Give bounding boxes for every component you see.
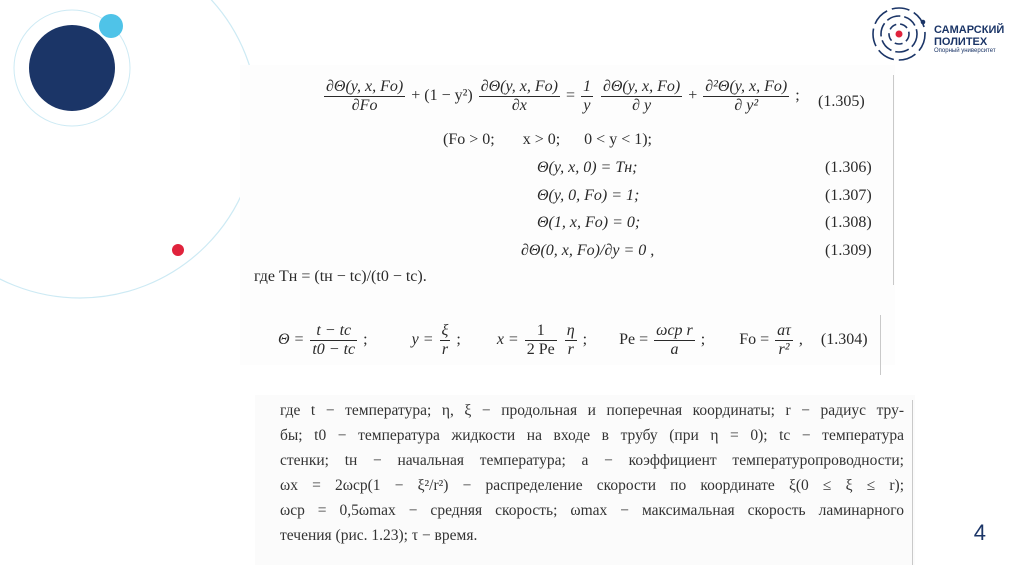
equation-1309: ∂Θ(0, x, Fo)/∂y = 0 , [521,242,655,259]
where-clause: где Tн = (tн − tс)/(t0 − tс). [254,268,427,285]
blue-dot [99,14,123,38]
equation-number: (1.306) [825,159,872,176]
slide-number: 4 [973,520,986,545]
scan-edge-line [912,400,913,565]
red-dot [172,244,184,256]
equation-number: (1.309) [825,242,872,259]
scan-edge-line [880,315,881,375]
brand-logo [866,4,1016,64]
equation-number: (1.308) [825,214,872,231]
paragraph-line: ωср = 0,5ωmax − средняя скорость; ωmax − максимальная скорость ламинарного [280,502,904,519]
navy-circle [29,25,115,111]
paragraph-line: течения (рис. 1.23); τ − время. [280,527,478,544]
scan-edge-line [893,75,894,285]
definitions-1304: Θ = $\frac{t - tс}{t0 - tс}$ ; y = $\frac{\xi}{r}$ ; x = $\frac{1}{2 Pe}$ $\frac{\eta}{r}$ ; Pe = $\frac{\text{ωср r}}{a}$ ; Fo = $\frac{a\tau}{\text{r²}}$ , (1.304) [278,322,868,358]
equation-1305: $\frac{\partial\Theta(y, x, Fo)}{\partial Fo}$ + (1 − y²) $\frac{\partial\Theta(y, x, Fo)}{\partial x}$ = $\frac{1}{y}$ $\frac{\partial\Theta(y, x, Fo)}{\partial y}$ + $\frac{\text{∂²Θ(y, x, Fo)}}{\text{∂ y²}}$ ; [326,78,800,114]
paragraph-line: где t − температура; η, ξ − продольная и поперечная координаты; r − радиус тру- [280,402,904,419]
equation-1306: Θ(y, x, 0) = Tн; [537,159,638,176]
paragraph-line: стенки; tн − начальная температура; a − коэффициент температуропроводности; [280,452,904,469]
paragraph-line: бы; t0 − температура жидкости на входе в трубу (при η = 0); tс − температура [280,427,904,444]
equation-number: (1.307) [825,187,872,204]
equation-1307: Θ(y, 0, Fo) = 1; [537,187,640,204]
paragraph-line: ωx = 2ωср(1 − ξ²/r²) − распределение скорости по координате ξ(0 ≤ ξ ≤ r); [280,477,904,494]
domain-conditions: (Fo > 0; x > 0; 0 < y < 1); [443,131,652,148]
notation-paragraph [280,398,904,548]
equation-number: (1.305) [818,93,865,110]
brand-name: САМАРСКИЙ ПОЛИТЕХ [934,24,1005,48]
equation-1308: Θ(1, x, Fo) = 0; [537,214,641,231]
brand-tagline: Опорный университет [934,48,996,54]
logo-emblem-icon [866,4,932,64]
